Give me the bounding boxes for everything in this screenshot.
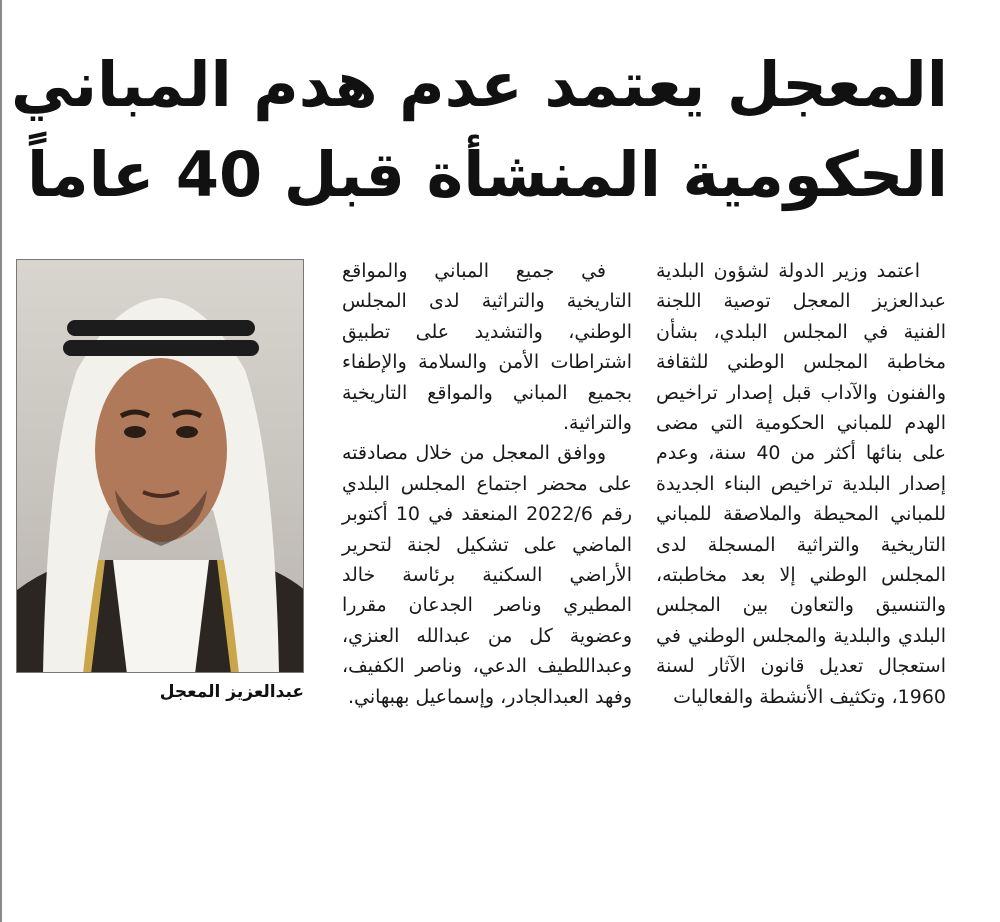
headline-line-1: المعجل يعتمد عدم هدم المباني [11, 48, 948, 121]
paragraph: اعتمد وزير الدولة لشؤون البلدية عبدالعزيز المعجل توصية اللجنة الفنية في المجلس البلدي، بشأن مخاطبة المجلس الوطني للثقافة والفنون والآداب قبل إصدار تراخيص الهدم للمباني الحكومية التي مضى على بنائها أكثر من 40 سنة، وعدم إصدار البلدية تراخيص البناء الجديدة للمباني المحيطة والملاصقة للمباني التاريخية والتراثية المسجلة لدى المجلس الوطني إلا بعد مخاطبته، والتنسيق والتعاون بين المجلس البلدي والبلدية والمجلس الوطني في استعجال تعديل قانون الآثار لسنة 1960، وتكثيف الأنشطة والفعاليات [656, 260, 946, 708]
paragraph: ووافق المعجل من خلال مصادقته على محضر اجتماع المجلس البلدي رقم 2022/6 المنعقد في 10 أكتوبر الماضي على تشكيل لجنة لتحرير الأراضي السكنية برئاسة خالد المطيري وناصر الجدعان مقررا وعضوية كل من عبدالله العنزي، وعبداللطيف الدعي، وناصر الكفيف، وفهد العبدالجادر، وإسماعيل بهبهاني. [342, 442, 632, 708]
eye-right [176, 426, 198, 438]
portrait-photo [16, 259, 304, 673]
eye-left [124, 426, 146, 438]
article-column-right [656, 256, 946, 712]
portrait-illustration [17, 260, 304, 673]
paragraph: في جميع المباني والمواقع التاريخية والتراثية لدى المجلس الوطني، والتشديد على تطبيق اشتراطات الأمن والسلامة والإطفاء بجميع المباني والمواقع التاريخية والتراثية. [342, 260, 632, 435]
article-column-middle [342, 256, 632, 712]
agal-band-upper [67, 320, 255, 336]
photo-caption: عبدالعزيز المعجل [159, 682, 304, 702]
article-headline [11, 40, 948, 220]
page-edge-rule [0, 0, 2, 922]
agal-band-lower [63, 340, 259, 356]
headline-line-2: الحكومية المنشأة قبل 40 عاماً [27, 138, 948, 211]
collar-shape [113, 560, 209, 673]
face-shape [95, 358, 227, 542]
